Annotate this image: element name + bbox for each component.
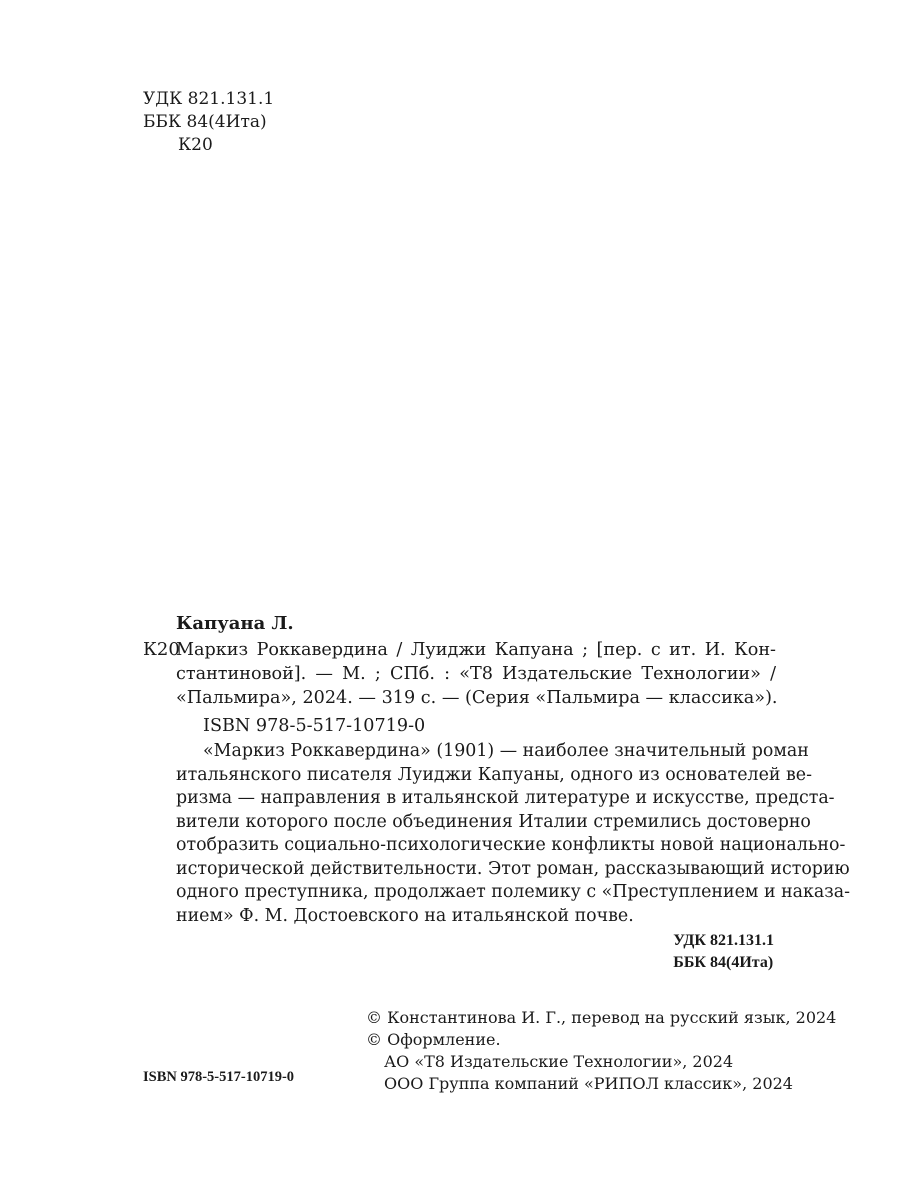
annotation-line: «Маркиз Роккавердина» (1901) — наиболее значительный роман <box>203 741 809 761</box>
annotation-line: итальянского писателя Луиджи Капуаны, одного из основателей ве- <box>176 764 812 785</box>
bottom-isbn: ISBN 978-5-517-10719-0 <box>143 1069 295 1085</box>
copyright-block <box>366 1007 836 1095</box>
annotation-line: исторической действительности. Этот роман, рассказывающий историю <box>176 858 850 879</box>
annotation-line: ризма — направления в итальянской литературе и искусстве, предста- <box>176 788 835 808</box>
author-heading: Капуана Л. <box>176 613 294 634</box>
bibliographic-description <box>176 638 776 710</box>
udk-code: УДК 821.131.1 <box>143 89 275 109</box>
bbk-code: ББК 84(4Ита) <box>143 112 267 132</box>
copyright-publisher: АО «Т8 Издательские Технологии», 2024 <box>384 1052 734 1071</box>
record-author-mark: К20 <box>143 639 180 660</box>
right-classification-codes <box>673 930 774 974</box>
annotation-line: вители которого после объединения Италии стремились достоверно <box>176 811 811 832</box>
biblio-line: «Пальмира», 2024. — 319 с. — (Серия «Пальмира — классика»). <box>176 688 778 708</box>
author-mark: К20 <box>178 135 213 155</box>
copyright-design: © Оформление. <box>366 1030 501 1049</box>
copyright-publisher: ООО Группа компаний «РИПОЛ классик», 2024 <box>384 1074 793 1093</box>
annotation-line: нием» Ф. М. Достоевского на итальянской почве. <box>176 905 634 926</box>
top-classification-codes <box>143 88 274 157</box>
biblio-line: стантиновой]. — М. ; СПб. : «Т8 Издательские Технологии» / <box>176 664 776 684</box>
copyright-translation: © Константинова И. Г., перевод на русский язык, 2024 <box>366 1008 837 1027</box>
bbk-code-bold: ББК 84(4Ита) <box>673 954 774 971</box>
biblio-line: Маркиз Роккавердина / Луиджи Капуана ; [пер. с ит. И. Кон- <box>176 640 776 660</box>
record-isbn: ISBN 978-5-517-10719-0 <box>203 716 426 736</box>
annotation-line: отобразить социально-психологические конфликты новой национально- <box>176 835 846 855</box>
annotation <box>176 740 850 928</box>
annotation-line: одного преступника, продолжает полемику с «Преступлением и наказа- <box>176 882 850 902</box>
udk-code-bold: УДК 821.131.1 <box>673 932 774 949</box>
